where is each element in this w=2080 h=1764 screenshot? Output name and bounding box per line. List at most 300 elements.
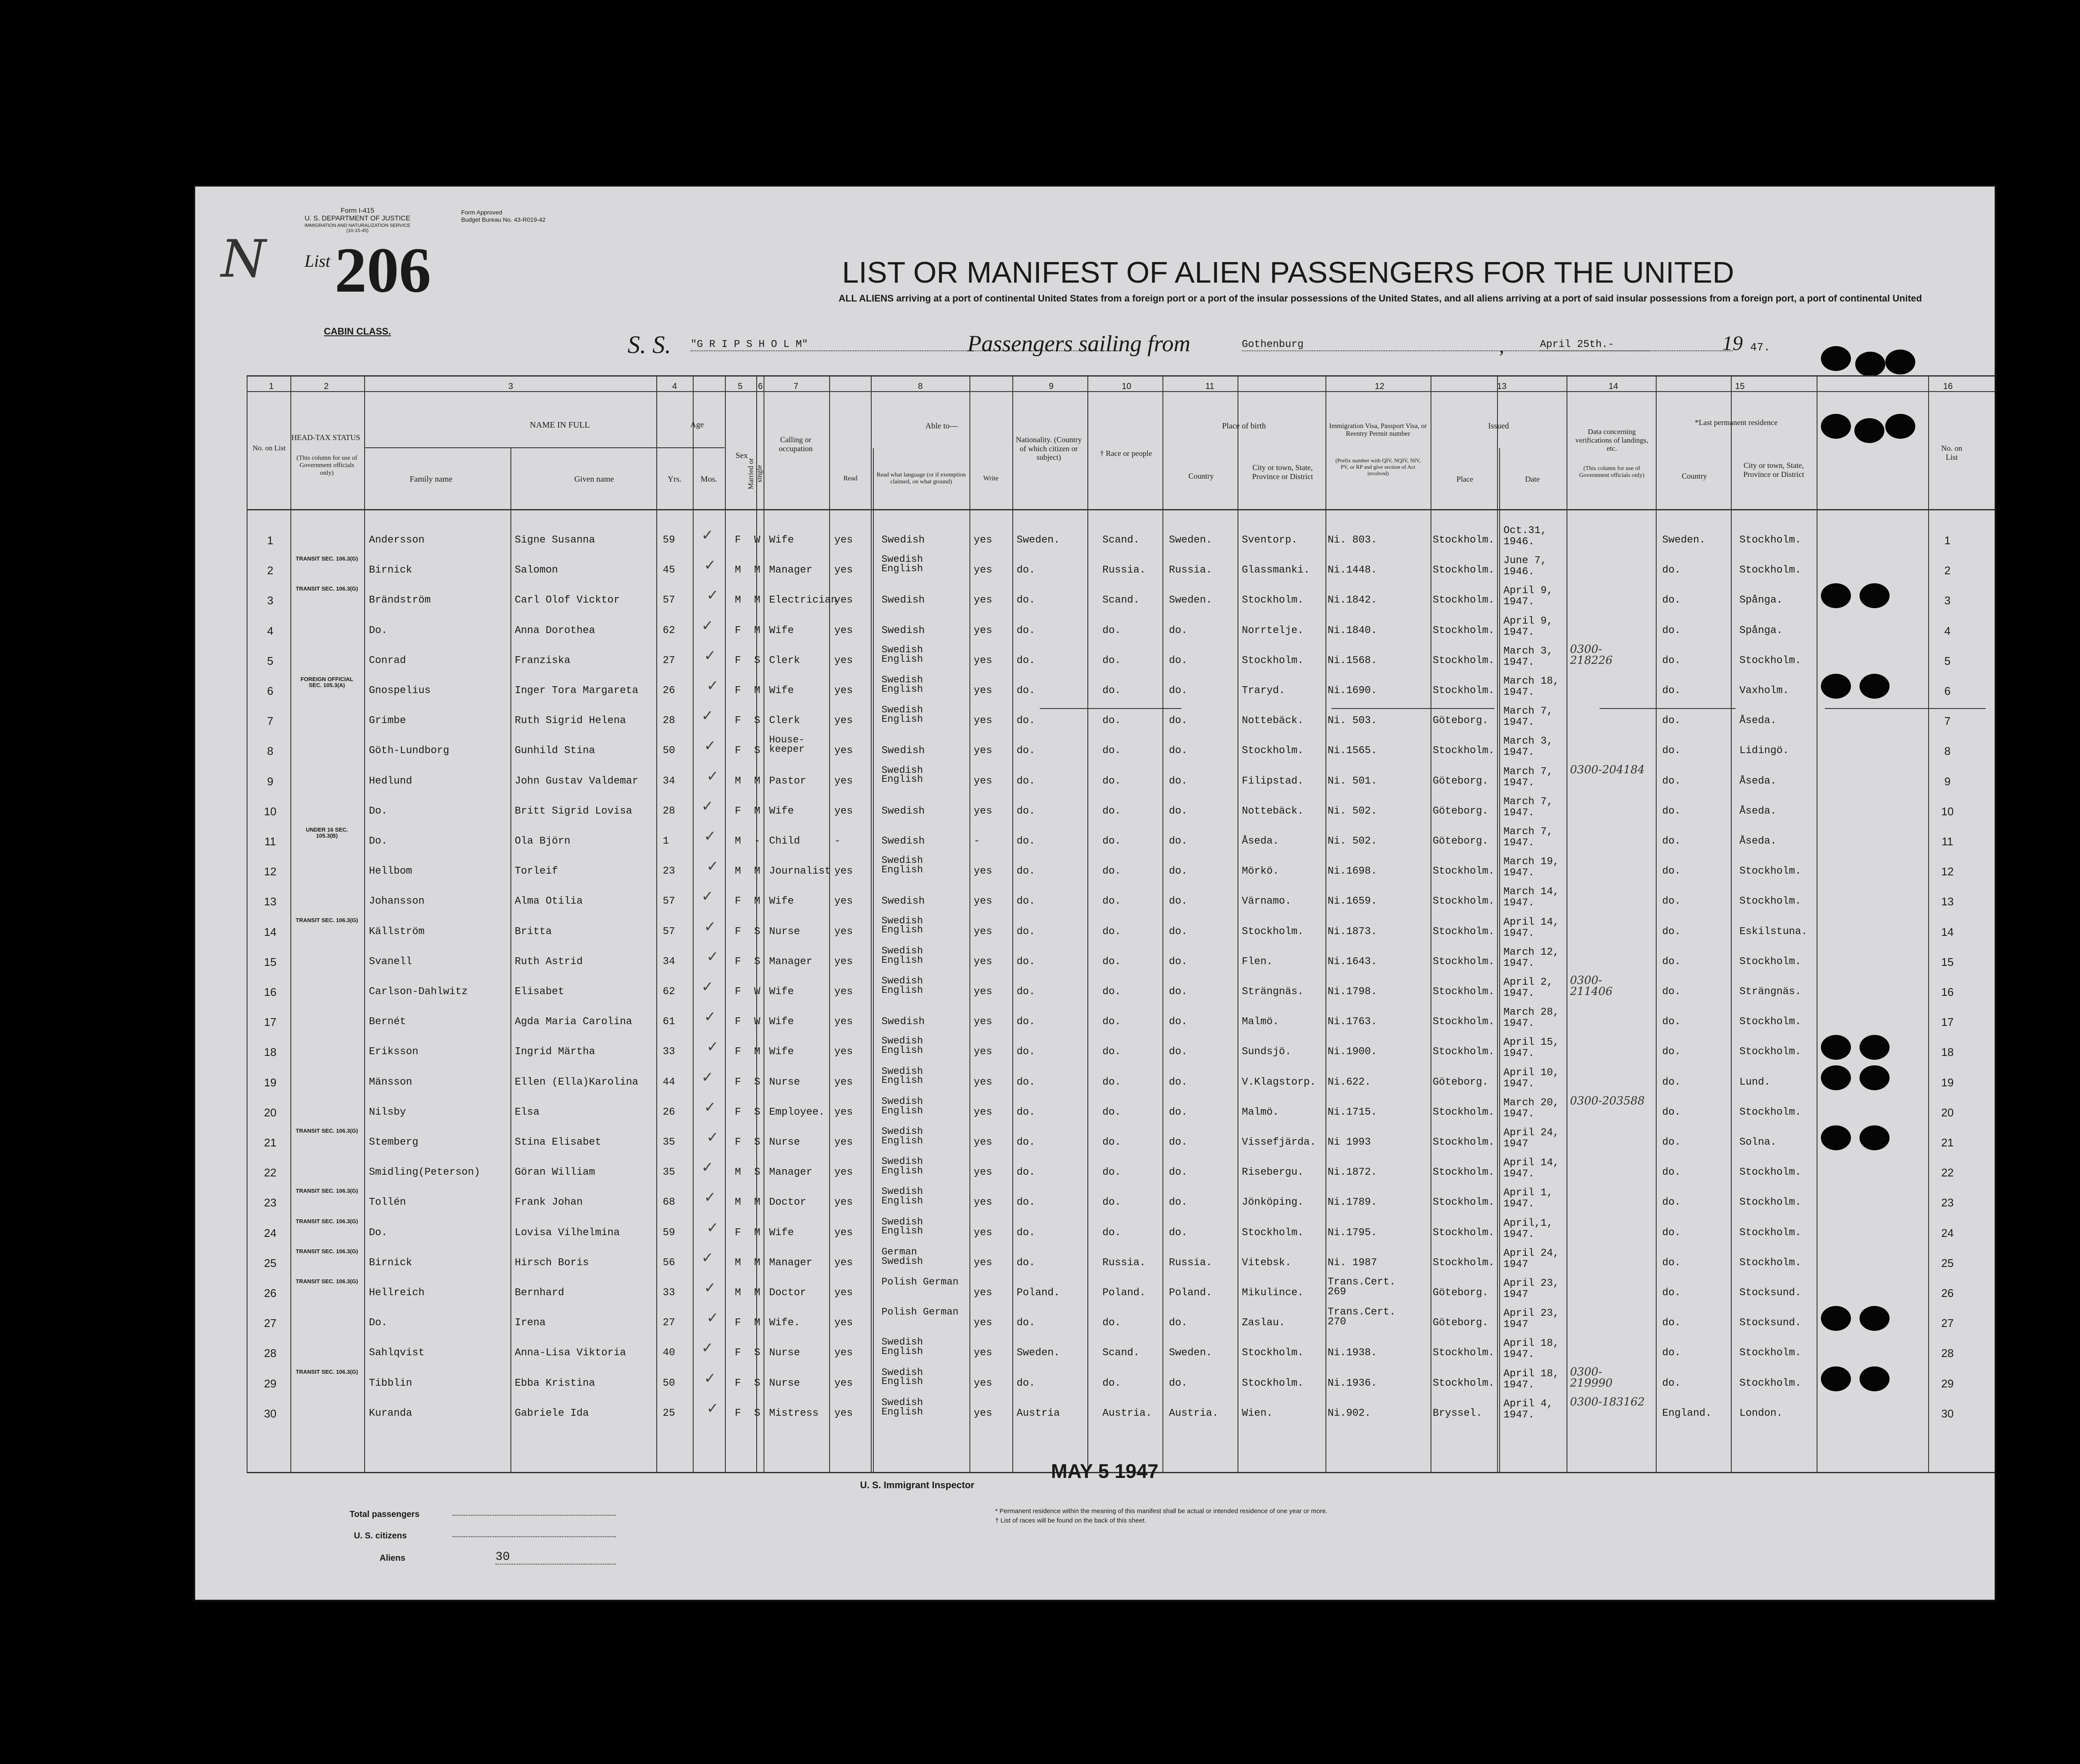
row-number: 26 <box>264 1287 277 1300</box>
age-years: 35 <box>663 1137 675 1148</box>
column-divider <box>829 375 830 1473</box>
birth-country: do. <box>1169 986 1188 998</box>
race: do. <box>1102 896 1121 908</box>
row-number: 17 <box>264 1016 277 1029</box>
ink-blot <box>1860 1366 1890 1391</box>
nationality: do. <box>1017 926 1035 938</box>
can-read: yes <box>834 865 853 877</box>
head-tax-status: TRANSIT SEC. 106.3(G) <box>296 1368 358 1375</box>
occupation: Child <box>769 835 800 847</box>
issue-date: Oct.31, <box>1503 525 1547 537</box>
nationality: Poland. <box>1017 1287 1060 1299</box>
can-write: - <box>974 835 980 847</box>
issue-place: Stockholm. <box>1433 1227 1495 1239</box>
race: do. <box>1102 1046 1121 1058</box>
birth-city: Stockholm. <box>1242 745 1304 757</box>
header-race: † Race or people <box>1100 449 1152 458</box>
sex: F <box>735 1377 741 1389</box>
residence-city: Eskilstuna. <box>1739 926 1808 938</box>
visa-number: Ni.1698. <box>1328 865 1377 877</box>
verification-data: 0300- 219990 <box>1570 1365 1613 1390</box>
residence-city: Vaxholm. <box>1739 685 1789 697</box>
sex: F <box>735 1227 741 1239</box>
given-name: Anna-Lisa Viktoria <box>515 1347 626 1359</box>
race: do. <box>1102 1137 1121 1148</box>
birth-city: Stockholm. <box>1242 1227 1304 1239</box>
row-number-right: 24 <box>1941 1226 1954 1239</box>
age-years: 26 <box>663 685 675 697</box>
column-divider <box>873 448 874 1472</box>
residence-city: Stockholm. <box>1739 534 1802 546</box>
visa-number: Ni.1795. <box>1328 1227 1377 1239</box>
sex: F <box>735 1046 741 1058</box>
header-data-sub: (This column for use of Government officials only) <box>1579 465 1645 479</box>
issue-place: Stockholm. <box>1433 956 1495 968</box>
given-name: Franziska <box>515 654 571 666</box>
race: do. <box>1102 805 1121 817</box>
given-name: Elsa <box>515 1106 540 1118</box>
occupation: Wife <box>769 1046 794 1058</box>
age-years: 59 <box>663 534 675 546</box>
given-name: Agda Maria Carolina <box>515 1016 632 1028</box>
issue-year: 1946. <box>1503 536 1535 548</box>
residence-city: Spånga. <box>1739 594 1783 606</box>
can-write: yes <box>974 534 993 546</box>
occupation: Wife <box>769 986 794 998</box>
sex: F <box>735 926 741 938</box>
sex: F <box>735 1347 741 1359</box>
read-language: German Swedish <box>882 1246 923 1267</box>
row-number: 13 <box>264 895 277 908</box>
nationality: do. <box>1017 865 1035 877</box>
issue-date: March 14, <box>1503 886 1559 898</box>
sailing-label: Passengers sailing from <box>967 331 1191 356</box>
family-name: Do. <box>369 624 388 636</box>
check-mark-icon: ✓ <box>706 677 719 694</box>
row-number-right: 18 <box>1941 1046 1954 1059</box>
row-number: 29 <box>264 1377 277 1390</box>
issue-date: March 20, <box>1503 1097 1559 1109</box>
issue-year: 1947. <box>1503 626 1535 638</box>
sailing-port: Gothenburg <box>1242 339 1649 351</box>
issue-year: 1947 <box>1503 1289 1528 1300</box>
birth-city: Sundsjö. <box>1242 1046 1292 1058</box>
marital-status: M <box>754 865 761 877</box>
issue-place: Göteborg. <box>1433 835 1488 847</box>
row-number: 1 <box>267 534 274 547</box>
issue-date: March 12, <box>1503 946 1559 958</box>
birth-country: do. <box>1169 685 1188 697</box>
check-mark-icon: ✓ <box>704 828 716 845</box>
form-header-left <box>305 207 411 234</box>
marital-status: M <box>754 1287 761 1299</box>
read-language: Swedish English <box>882 1366 923 1387</box>
row-number-right: 4 <box>1944 624 1951 637</box>
head-tax-status: TRANSIT SEC. 106.3(G) <box>296 1218 358 1224</box>
sex: F <box>735 1076 741 1088</box>
race: Scand. <box>1102 594 1140 606</box>
read-language: Swedish English <box>882 1065 923 1086</box>
nationality: do. <box>1017 986 1035 998</box>
residence-country: do. <box>1662 1106 1681 1118</box>
marital-status: M <box>754 896 761 908</box>
issue-place: Bryssel. <box>1433 1407 1482 1419</box>
aliens-label: Aliens <box>380 1553 406 1563</box>
occupation: Mistress <box>769 1407 819 1419</box>
sex: F <box>735 1137 741 1148</box>
family-name: Stemberg <box>369 1137 419 1148</box>
race: do. <box>1102 1317 1121 1329</box>
family-name: Eriksson <box>369 1046 419 1058</box>
residence-country: do. <box>1662 986 1681 998</box>
can-read: yes <box>834 775 853 787</box>
visa-number: Ni. 502. <box>1328 805 1377 817</box>
ink-blot <box>1855 352 1885 377</box>
birth-city: Stockholm. <box>1242 594 1304 606</box>
issue-date: April 23, <box>1503 1278 1559 1289</box>
marital-status: M <box>754 1227 761 1239</box>
race: do. <box>1102 654 1121 666</box>
row-number: 10 <box>264 805 277 818</box>
residence-city: Stockholm. <box>1739 564 1802 576</box>
column-number: 11 <box>1205 382 1214 391</box>
form-service: IMMIGRATION AND NATURALIZATION SERVICE <box>305 223 411 228</box>
ss-label: S. S. <box>628 331 671 359</box>
issue-year: 1947. <box>1503 1198 1535 1210</box>
read-language: Swedish <box>882 896 925 908</box>
family-name: Brändström <box>369 594 431 606</box>
residence-country: do. <box>1662 1076 1681 1088</box>
issue-place: Göteborg. <box>1433 1317 1488 1329</box>
column-number: 2 <box>324 382 329 391</box>
residence-city: Solna. <box>1739 1137 1777 1148</box>
row-number-right: 28 <box>1941 1347 1954 1360</box>
header-place-of-birth: Place of birth <box>1222 422 1266 431</box>
nationality: do. <box>1017 1076 1035 1088</box>
can-read: yes <box>834 1257 853 1269</box>
birth-city: Mikulince. <box>1242 1287 1304 1299</box>
issue-place: Stockholm. <box>1433 1016 1495 1028</box>
residence-country: do. <box>1662 685 1681 697</box>
row-number: 20 <box>264 1106 277 1119</box>
given-name: Ruth Astrid <box>515 956 583 968</box>
family-name: Kuranda <box>369 1407 412 1419</box>
visa-number: Ni.902. <box>1328 1407 1371 1419</box>
residence-city: London. <box>1739 1407 1783 1419</box>
birth-country: do. <box>1169 745 1188 757</box>
race: Russia. <box>1102 1257 1146 1269</box>
issue-date: April 15, <box>1503 1037 1559 1049</box>
marital-status: M <box>754 1046 761 1058</box>
column-divider <box>290 375 291 1473</box>
row-number: 5 <box>267 654 274 667</box>
can-write: yes <box>974 1317 993 1329</box>
issue-year: 1947. <box>1503 777 1535 789</box>
birth-city: Mörkö. <box>1242 865 1279 877</box>
form-date: (10-15-45) <box>346 228 369 234</box>
issue-year: 1947. <box>1503 596 1535 608</box>
column-divider <box>693 375 694 1473</box>
list-number: 206 <box>335 235 431 306</box>
family-name: Göth-Lundborg <box>369 745 450 757</box>
occupation: Wife <box>769 896 794 908</box>
check-mark-icon: ✓ <box>706 858 719 875</box>
row-number-right: 23 <box>1941 1196 1954 1209</box>
can-read: yes <box>834 534 853 546</box>
ink-blot <box>1821 674 1851 699</box>
can-write: yes <box>974 1197 993 1209</box>
issue-year: 1947. <box>1503 988 1535 999</box>
family-name: Do. <box>369 835 388 847</box>
marital-status: M <box>754 564 761 576</box>
occupation: Electrician <box>769 594 837 606</box>
column-divider <box>656 375 657 1473</box>
issue-date: April 9, <box>1503 585 1553 597</box>
issue-place: Göteborg. <box>1433 715 1488 727</box>
read-language: Polish German <box>882 1276 959 1288</box>
header-last-residence: *Last permanent residence <box>1695 418 1778 427</box>
can-write: yes <box>974 926 993 938</box>
given-name: Elisabet <box>515 986 565 998</box>
can-read: yes <box>834 1227 853 1239</box>
occupation: Wife <box>769 1016 794 1028</box>
age-years: 50 <box>663 745 675 757</box>
birth-city: Nottebäck. <box>1242 805 1304 817</box>
can-write: yes <box>974 594 993 606</box>
issue-place: Göteborg. <box>1433 1287 1488 1299</box>
issue-year: 1947. <box>1503 897 1535 909</box>
head-tax-status: TRANSIT SEC. 106.3(G) <box>296 1248 358 1254</box>
occupation: Doctor <box>769 1287 806 1299</box>
sex: M <box>735 564 741 576</box>
race: Poland. <box>1102 1287 1146 1299</box>
age-years: 62 <box>663 986 675 998</box>
residence-country: do. <box>1662 865 1681 877</box>
row-number: 25 <box>264 1256 277 1269</box>
sex: M <box>735 1287 741 1299</box>
row-number-right: 20 <box>1941 1106 1954 1119</box>
can-write: yes <box>974 1407 993 1419</box>
birth-country: do. <box>1169 896 1188 908</box>
given-name: Irena <box>515 1317 546 1329</box>
residence-city: Stockholm. <box>1739 896 1802 908</box>
family-name: Do. <box>369 805 388 817</box>
column-divider <box>1012 375 1013 1473</box>
marital-status: - <box>754 835 761 847</box>
birth-country: do. <box>1169 654 1188 666</box>
sex: F <box>735 805 741 817</box>
row-number-right: 26 <box>1941 1287 1954 1300</box>
issue-place: Stockholm. <box>1433 1167 1495 1179</box>
family-name: Andersson <box>369 534 425 546</box>
check-mark-icon: ✓ <box>704 647 716 664</box>
residence-country: do. <box>1662 1377 1681 1389</box>
can-write: yes <box>974 1377 993 1389</box>
head-tax-status: TRANSIT SEC. 106.3(G) <box>296 585 358 592</box>
check-mark-icon: ✓ <box>704 1098 716 1116</box>
column-number: 16 <box>1943 382 1953 391</box>
read-language: Swedish English <box>882 764 923 785</box>
sex: F <box>735 1016 741 1028</box>
issue-date: April 18, <box>1503 1368 1559 1380</box>
row-number-right: 8 <box>1944 745 1951 758</box>
residence-city: Stockholm. <box>1739 654 1802 666</box>
year-suffix: 47. <box>1750 341 1770 354</box>
issue-date: April 14, <box>1503 916 1559 928</box>
row-number: 19 <box>264 1076 277 1089</box>
sex: M <box>735 775 741 787</box>
row-number-right: 12 <box>1941 865 1954 878</box>
row-number-right: 29 <box>1941 1377 1954 1390</box>
age-years: 34 <box>663 956 675 968</box>
column-number: 6 <box>758 382 763 391</box>
occupation: Clerk <box>769 654 800 666</box>
given-name: Torleif <box>515 865 558 877</box>
header-yrs: Yrs. <box>667 475 682 484</box>
race: do. <box>1102 775 1121 787</box>
issue-date: June 7, <box>1503 555 1547 567</box>
occupation: Wife. <box>769 1317 800 1329</box>
row-number: 8 <box>267 745 274 758</box>
race: Russia. <box>1102 564 1146 576</box>
row-number: 2 <box>267 564 274 577</box>
family-name: Conrad <box>369 654 406 666</box>
sex: M <box>735 1197 741 1209</box>
issue-year: 1947 <box>1503 1319 1528 1331</box>
arrival-stamp-date: MAY 5 1947 <box>1051 1460 1159 1482</box>
ink-blot <box>1885 414 1915 439</box>
issue-place: Stockholm. <box>1433 1106 1495 1118</box>
can-write: yes <box>974 624 993 636</box>
given-name: Ruth Sigrid Helena <box>515 715 626 727</box>
visa-number: Ni.1643. <box>1328 956 1377 968</box>
family-name: Tibblin <box>369 1377 412 1389</box>
given-name: Lovisa Vilhelmina <box>515 1227 620 1239</box>
header-no-on-list: No. on List <box>253 444 286 452</box>
issue-year: 1947. <box>1503 1349 1535 1361</box>
visa-number: Trans.Cert. 269 <box>1328 1276 1396 1298</box>
read-language: Swedish English <box>882 554 923 575</box>
sex: F <box>735 534 741 546</box>
age-years: 56 <box>663 1257 675 1269</box>
nationality: do. <box>1017 715 1035 727</box>
row-number-right: 3 <box>1944 594 1951 607</box>
check-mark-icon: ✓ <box>704 1369 716 1387</box>
issue-date: March 7, <box>1503 766 1553 778</box>
race: Scand. <box>1102 534 1140 546</box>
nationality: do. <box>1017 654 1035 666</box>
issue-year: 1947. <box>1503 717 1535 729</box>
check-mark-icon: ✓ <box>706 1309 719 1327</box>
check-mark-icon: ✓ <box>706 1038 719 1056</box>
race: do. <box>1102 624 1121 636</box>
can-write: yes <box>974 1347 993 1359</box>
visa-number: Ni.1798. <box>1328 986 1377 998</box>
family-name: Gnospelius <box>369 685 431 697</box>
visa-number: Ni.1840. <box>1328 624 1377 636</box>
birth-country: do. <box>1169 1106 1188 1118</box>
inspector-label: U. S. Immigrant Inspector <box>860 1480 975 1490</box>
row-number: 30 <box>264 1407 277 1420</box>
visa-number: Ni.1900. <box>1328 1046 1377 1058</box>
row-number-right: 27 <box>1941 1317 1954 1330</box>
can-read: yes <box>834 805 853 817</box>
residence-city: Stockholm. <box>1739 956 1802 968</box>
occupation: Clerk <box>769 715 800 727</box>
row-number-right: 16 <box>1941 986 1954 998</box>
footnote-races: † List of races will be found on the back of this sheet. <box>995 1517 1146 1524</box>
can-read: - <box>834 835 841 847</box>
occupation: Nurse <box>769 1347 800 1359</box>
ink-blot <box>1821 346 1851 371</box>
birth-country: do. <box>1169 1016 1188 1028</box>
given-name: Britta <box>515 926 552 938</box>
check-mark-icon: ✓ <box>701 888 714 905</box>
nationality: do. <box>1017 1167 1035 1179</box>
birth-country: do. <box>1169 956 1188 968</box>
form-approved: Form Approved <box>461 209 502 216</box>
birth-country: do. <box>1169 1227 1188 1239</box>
visa-number: Ni.1763. <box>1328 1016 1377 1028</box>
birth-city: Strängnäs. <box>1242 986 1304 998</box>
issue-year: 1947. <box>1503 927 1535 939</box>
residence-city: Stockholm. <box>1739 1106 1802 1118</box>
issue-year: 1947. <box>1503 1078 1535 1090</box>
can-write: yes <box>974 1106 993 1118</box>
given-name: Ingrid Märtha <box>515 1046 595 1058</box>
read-language: Swedish <box>882 805 925 817</box>
residence-city: Stockholm. <box>1739 1227 1802 1239</box>
marital-status: M <box>754 775 761 787</box>
residence-country: do. <box>1662 1046 1681 1058</box>
head-tax-status: TRANSIT SEC. 106.3(G) <box>296 555 358 562</box>
ink-blot <box>1854 418 1884 443</box>
race: do. <box>1102 1016 1121 1028</box>
can-write: yes <box>974 1167 993 1179</box>
column-divider <box>247 375 248 1473</box>
age-years: 23 <box>663 865 675 877</box>
birth-country: Russia. <box>1169 1257 1212 1269</box>
ink-blot <box>1821 1125 1851 1150</box>
ink-blot <box>1860 1035 1890 1060</box>
can-read: yes <box>834 1347 853 1359</box>
can-write: yes <box>974 564 993 576</box>
check-mark-icon: ✓ <box>701 1068 714 1086</box>
read-language: Swedish English <box>882 644 923 665</box>
issue-place: Göteborg. <box>1433 805 1488 817</box>
residence-city: Spånga. <box>1739 624 1783 636</box>
form-id: Form I-415 <box>341 207 374 214</box>
verification-data: 0300-204184 <box>1570 763 1645 776</box>
residence-city: Åseda. <box>1739 715 1777 727</box>
birth-city: Jönköping. <box>1242 1197 1304 1209</box>
can-read: yes <box>834 1167 853 1179</box>
sex: F <box>735 685 741 697</box>
issue-year: 1947. <box>1503 687 1535 698</box>
marital-status: S <box>754 654 761 666</box>
total-passengers-label: Total passengers <box>350 1510 420 1519</box>
header-visa-sub: (Prefix number with QIV, NQIV, NIV, PV, or RP and give section of Act involved) <box>1335 457 1421 476</box>
check-mark-icon: ✓ <box>704 918 716 935</box>
ink-blot <box>1860 1065 1890 1090</box>
race: Austria. <box>1102 1407 1152 1419</box>
family-name: Johansson <box>369 896 425 908</box>
sex: F <box>735 1407 741 1419</box>
header-visa: Immigration Visa, Passport Visa, or Reentry Permit number <box>1329 422 1427 438</box>
row-number-right: 15 <box>1941 955 1954 968</box>
nationality: do. <box>1017 775 1035 787</box>
issue-place: Stockholm. <box>1433 1197 1495 1209</box>
